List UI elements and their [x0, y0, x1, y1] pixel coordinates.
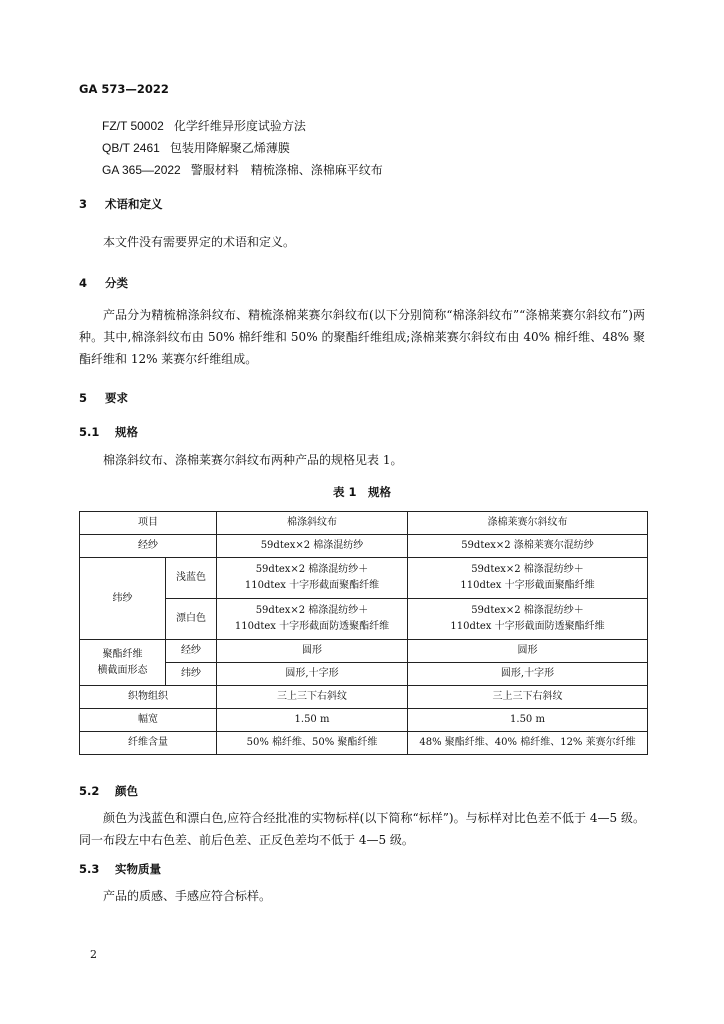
cell-line: 横截面形态 — [97, 664, 148, 676]
table-cell: 1.50 m — [408, 709, 648, 732]
table-cell: 三上三下右斜纹 — [217, 686, 408, 709]
table-row — [80, 640, 648, 663]
cell-line: 聚酯纤维 — [102, 648, 143, 660]
section-5-3-body: 产品的质感、手感应符合标样。 — [103, 889, 272, 903]
row-sublabel: 浅蓝色 — [166, 558, 217, 599]
cell-line: 110dtex 十字形截面防透聚酯纤维 — [450, 621, 605, 632]
row-sublabel: 漂白色 — [166, 599, 217, 640]
section-heading-5 — [79, 390, 128, 406]
cell-line: 110dtex 十字形截面聚酯纤维 — [244, 580, 380, 591]
section-number: 4 — [79, 276, 88, 290]
reference-title: 警服材料 精梳涤棉、涤棉麻平纹布 — [190, 163, 383, 177]
row-label: 织物组织 — [80, 686, 217, 709]
cell-line: 110dtex 十字形截面防透聚酯纤维 — [234, 621, 390, 632]
doc-header: GA 573—2022 — [79, 82, 169, 96]
row-label — [80, 640, 166, 686]
section-title: 术语和定义 — [105, 197, 163, 211]
section-number: 5.3 — [79, 862, 100, 876]
section-title: 颜色 — [115, 784, 138, 798]
table-row — [80, 599, 648, 640]
table-cell — [217, 558, 408, 599]
table-cell: 50% 棉纤维、50% 聚酯纤维 — [217, 732, 408, 755]
reference-list — [102, 115, 383, 181]
section-heading-4 — [79, 275, 128, 291]
cell-line: 59dtex×2 棉涤混纺纱＋ — [255, 564, 369, 575]
row-label: 纤维含量 — [80, 732, 217, 755]
reference-title: 化学纤维异形度试验方法 — [173, 119, 306, 133]
section-5-1-body: 棉涤斜纹布、涤棉莱赛尔斜纹布两种产品的规格见表 1。 — [103, 453, 403, 467]
section-number: 5 — [79, 391, 88, 405]
header-cell: 项目 — [80, 512, 217, 535]
table-row — [80, 686, 648, 709]
header-cell: 棉涤斜纹布 — [217, 512, 408, 535]
row-label: 经纱 — [80, 535, 217, 558]
section-heading-5-2 — [79, 783, 138, 799]
table-cell: 59dtex×2 棉涤混纺纱 — [217, 535, 408, 558]
section-title: 要求 — [105, 391, 128, 405]
reference-item — [102, 115, 383, 137]
table-cell — [408, 558, 648, 599]
table-cell: 59dtex×2 涤棉莱赛尔混纺纱 — [408, 535, 648, 558]
table-cell: 三上三下右斜纹 — [408, 686, 648, 709]
cell-line: 59dtex×2 棉涤混纺纱＋ — [471, 564, 584, 575]
section-heading-5-3 — [79, 861, 161, 877]
section-number: 3 — [79, 197, 88, 211]
section-5-2-body: 颜色为浅蓝色和漂白色,应符合经批准的实物标样(以下简称“标样”)。与标样对比色差不低于 4—5 级。同一布段左中右色差、前后色差、正反色差均不低于 4—5 级。 — [79, 811, 645, 847]
page-number: 2 — [90, 948, 97, 961]
reference-code: FZ/T 50002 — [102, 119, 164, 133]
cell-line: 59dtex×2 棉涤混纺纱＋ — [471, 605, 584, 616]
cell-line: 110dtex 十字形截面聚酯纤维 — [460, 580, 595, 591]
table-row — [80, 558, 648, 599]
reference-code: QB/T 2461 — [102, 141, 160, 155]
section-number: 5.1 — [79, 425, 100, 439]
table-cell: 1.50 m — [217, 709, 408, 732]
row-label: 纬纱 — [80, 558, 166, 640]
section-heading-3 — [79, 196, 163, 212]
section-title: 实物质量 — [115, 862, 161, 876]
table-row — [80, 535, 648, 558]
table-row — [80, 709, 648, 732]
reference-code: GA 365—2022 — [102, 163, 181, 177]
section-title: 分类 — [105, 276, 128, 290]
table-row — [80, 732, 648, 755]
row-sublabel: 纬纱 — [166, 663, 217, 686]
table-cell — [217, 599, 408, 640]
reference-item — [102, 137, 383, 159]
spec-table — [79, 511, 648, 755]
table-cell: 圆形,十字形 — [408, 663, 648, 686]
row-label: 幅宽 — [80, 709, 217, 732]
section-3-body: 本文件没有需要界定的术语和定义。 — [103, 235, 296, 249]
reference-title: 包装用降解聚乙烯薄膜 — [169, 141, 290, 155]
table-cell — [408, 599, 648, 640]
section-heading-5-1 — [79, 424, 138, 440]
section-title: 规格 — [115, 425, 138, 439]
row-sublabel: 经纱 — [166, 640, 217, 663]
cell-line: 59dtex×2 棉涤混纺纱＋ — [255, 605, 369, 616]
table-cell: 圆形 — [217, 640, 408, 663]
header-cell: 涤棉莱赛尔斜纹布 — [408, 512, 648, 535]
reference-item — [102, 159, 383, 181]
table-cell: 圆形 — [408, 640, 648, 663]
section-4-body: 产品分为精梳棉涤斜纹布、精梳涤棉莱赛尔斜纹布(以下分别简称“棉涤斜纹布”“涤棉莱赛尔斜纹布”)两种。其中,棉涤斜纹布由 50% 棉纤维和 50% 的聚酯纤维组成;涤棉莱赛尔斜纹布由 40% 棉纤维、48% 聚酯纤维和 12% 莱赛尔纤维组成。 — [79, 308, 645, 366]
section-number: 5.2 — [79, 784, 100, 798]
table-header-row — [80, 512, 648, 535]
table-row — [80, 663, 648, 686]
table-cell: 48% 聚酯纤维、40% 棉纤维、12% 莱赛尔纤维 — [408, 732, 648, 755]
table-caption: 表 1 规格 — [332, 485, 391, 499]
table-cell: 圆形,十字形 — [217, 663, 408, 686]
